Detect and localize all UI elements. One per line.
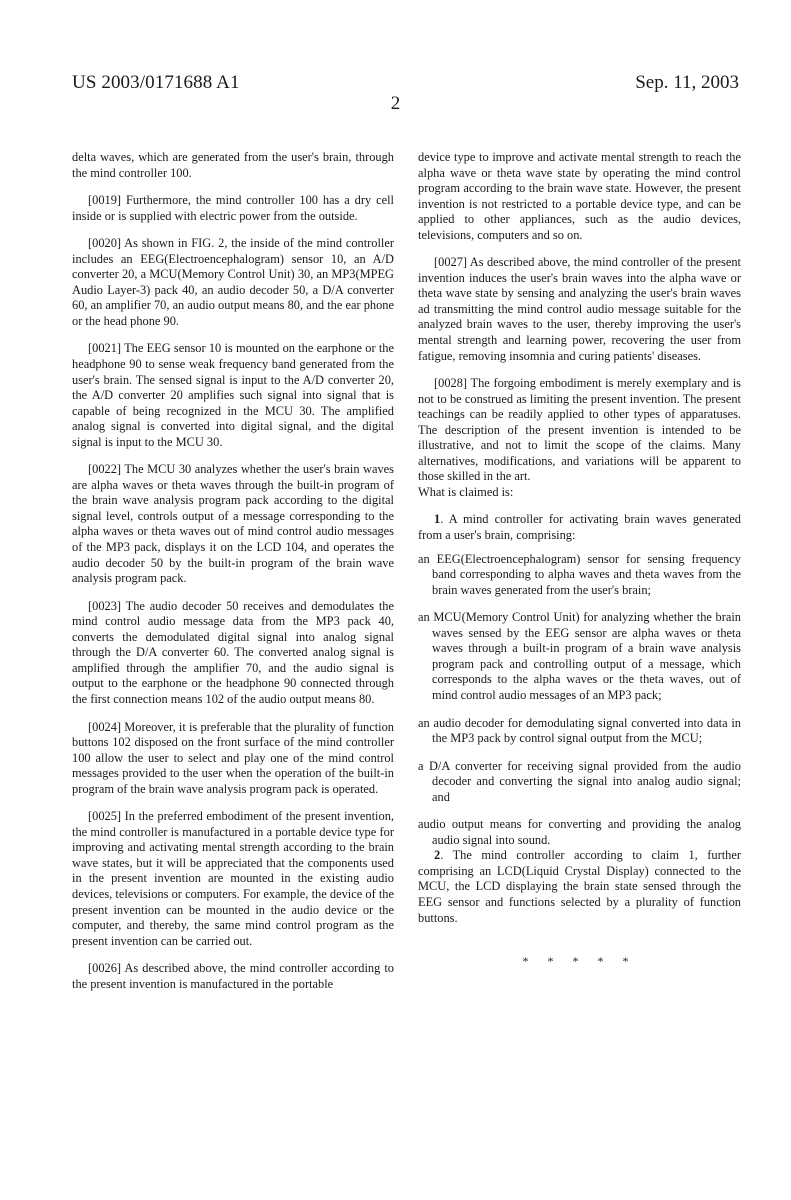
- paragraph-number: [0021]: [88, 341, 122, 356]
- paragraph-number: [0023]: [88, 598, 122, 613]
- continued-paragraph: device type to improve and activate mental strength to reach the alpha wave or theta wave state by operating the mind control program according to the brain wave state. However, the present invention is not restricted to a portable device type, and can be applied to other appliances, such as the audio devices, televisions, computers and so on.: [418, 150, 741, 242]
- paragraph-number: [0020]: [88, 236, 122, 251]
- paragraph-0020: [72, 236, 394, 329]
- paragraph-number: [0022]: [88, 462, 122, 477]
- continued-paragraph: delta waves, which are generated from the user's brain, through the mind controller 100.: [72, 150, 394, 180]
- claim-element-eeg-sensor: an EEG(Electroencephalogram) sensor for sensing frequency band corresponding to alpha waves and theta waves from the brain waves generated from the user's brain;: [418, 551, 741, 597]
- claim-1: [418, 512, 741, 848]
- left-column: [72, 150, 394, 992]
- publication-date: Sep. 11, 2003: [635, 72, 739, 93]
- paragraph-0024: [72, 720, 394, 798]
- claim-element-audio-decoder: an audio decoder for demodulating signal converted into data in the MP3 pack by control signal output from the MCU;: [418, 715, 741, 746]
- claim-text: . A mind controller for activating brain waves generated from a user's brain, comprising:: [418, 512, 741, 543]
- claim-element-audio-output: audio output means for converting and providing the analog audio signal into sound.: [418, 817, 741, 847]
- paragraph-0021: [72, 341, 394, 450]
- paragraph-0023: [72, 599, 394, 708]
- paragraph-0028: [418, 376, 741, 485]
- paragraph-text: As shown in FIG. 2, the inside of the mind controller includes an EEG(Electroencephalogram) sensor 10, an A/D converter 20, a MCU(Memory Control Unit) 30, an MP3(MPEG Audio Layer-3) pack 40, an audio decoder 50, a D/A converter 60, an amplifier 70, an audio output means 80, and the ear phone or the head phone 90.: [72, 236, 394, 328]
- paragraph-number: [0027]: [434, 255, 468, 270]
- claim-2: [418, 848, 741, 926]
- claim-number: 2: [434, 848, 441, 863]
- claim-number: 1: [434, 512, 441, 527]
- paragraph-text: Furthermore, the mind controller 100 has a dry cell inside or is supplied with electric power from the outside.: [72, 193, 394, 223]
- claim-text: . The mind controller according to claim 1, further comprising an LCD(Liquid Crystal Display) connected to the MCU, the LCD displaying the brain state sensed through the EEG sensor and functions selected by a plurality of function buttons.: [418, 848, 741, 925]
- paragraph-text: The EEG sensor 10 is mounted on the earphone or the headphone 90 to sense weak frequency band generated from the user's brain. The sensed signal is input to the A/D converter 20, the A/D converter 20 amplifies such signal into signal that is capable of being recognized in the MCU 30. The amplified analog signal is converted into digital signal, and the digital signal is input to the MCU 30.: [72, 341, 394, 449]
- paragraph-0019: [72, 193, 394, 224]
- paragraph-0025: [72, 809, 394, 949]
- right-column: [418, 150, 741, 970]
- paragraph-text: As described above, the mind controller according to the present invention is manufactured in the portable: [72, 961, 394, 991]
- paragraph-text: The audio decoder 50 receives and demodulates the mind control audio message data from the MP3 pack 40, converts the demodulated digital signal into analog signal through the D/A converter 60. The converted analog signal is amplified through the amplifier 70, and the audio signal is output to the earphone or the headphone 90 connected through the first connection means 102 of the audio output means 80.: [72, 598, 394, 706]
- paragraph-text: The forgoing embodiment is merely exemplary and is not to be construed as limiting the present invention. The present teachings can be readily applied to other types of apparatuses. The description of the present invention is intended to be illustrative, and not to limit the scope of the claims. Many alternatives, modifications, and variations will be apparent to those skilled in the art.: [418, 376, 741, 484]
- paragraph-number: [0019]: [88, 193, 122, 208]
- paragraph-number: [0024]: [88, 719, 122, 734]
- paragraph-text: In the preferred embodiment of the present invention, the mind controller is manufactured in a portable device type for improving and activating mental strength according to the brain wave states, but it will be appreciated that the components used in the present invention are mounted in the existing audio devices, televisions or computers. For example, the device of the present invention can be mounted in the audio device or the computer, and thereby, the same mind control program as the present invention can be carried out.: [72, 809, 394, 948]
- claims-heading: What is claimed is:: [418, 484, 514, 499]
- paragraph-0027: [418, 255, 741, 364]
- patent-number: US 2003/0171688 A1: [72, 72, 240, 93]
- end-of-document-mark: * * * * *: [522, 954, 637, 969]
- paragraph-text: The MCU 30 analyzes whether the user's brain waves are alpha waves or theta waves through the built-in program of the brain wave analysis program pack according to the digital signal level, controls output of a message corresponding to the alpha waves or theta waves out of mind control audio messages of the MP3 pack, displays it on the LCD 104, and operates the audio decoder 50 by the built-in program of the brain wave analysis program pack.: [72, 462, 395, 586]
- claim-element-da-converter: a D/A converter for receiving signal provided from the audio decoder and converting the signal into analog audio signal; and: [418, 758, 741, 804]
- claim-preamble: [418, 512, 741, 543]
- claim-element-mcu: an MCU(Memory Control Unit) for analyzing whether the brain waves sensed by the EEG sensor are alpha waves or theta waves through a built-in program of a brain wave analysis program pack and controlling output of a message, which corresponds to the alpha waves or the theta waves, out of mind control audio messages of an MP3 pack;: [418, 610, 741, 702]
- paragraph-text: As described above, the mind controller of the present invention induces the user's brain waves into the alpha wave or theta wave state by sensing and analyzing the user's brain waves ad transmitting the mind control audio message suitable for the analyzed brain waves to the user, thereby improving the user's mental strength and learning power, recovering the user from fatigue, removing insomnia and curing patients' diseases.: [418, 255, 741, 363]
- claim-preamble: [418, 848, 741, 926]
- paragraph-0022: [72, 462, 394, 586]
- paragraph-0026: [72, 961, 394, 992]
- paragraph-number: [0026]: [88, 961, 122, 976]
- paragraph-number: [0025]: [88, 809, 122, 824]
- paragraph-text: Moreover, it is preferable that the plurality of function buttons 102 disposed on the front surface of the mind controller 100 allow the user to select and play one of the mind control messages provided to the user when the operation of the built-in program of the brain wave analysis program pack is operated.: [72, 719, 394, 796]
- paragraph-number: [0028]: [434, 376, 468, 391]
- page-number: 2: [390, 93, 401, 114]
